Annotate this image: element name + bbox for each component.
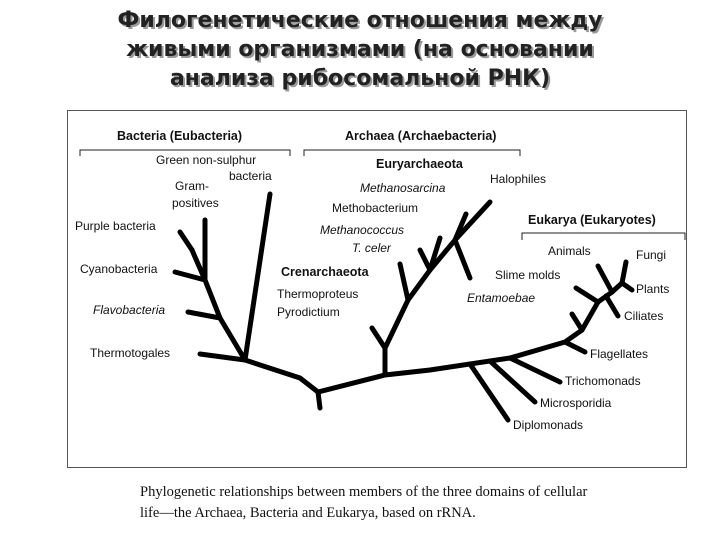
caption-line-1: Phylogenetic relationships between members of the three domains of cellular (140, 484, 588, 500)
title-line-2: живыми организмами (на основании (126, 37, 594, 62)
branch-trunk-stub (318, 392, 320, 408)
branch-halophiles (455, 240, 470, 278)
methanosarcina-label: Methanosarcina (360, 181, 446, 195)
methanococcus-label: Methanococcus (320, 223, 405, 237)
diplomonads-label: Diplomonads (513, 418, 584, 432)
gram-positives-label-line-2: positives (172, 196, 219, 210)
halophiles-label: Halophiles (490, 172, 547, 186)
branch-animals (598, 266, 612, 292)
bacteria-domain-label: Bacteria (Eubacteria) (117, 129, 243, 143)
ciliates-label: Ciliates (624, 309, 664, 323)
title-line-1: Филогенетические отношения между (117, 8, 603, 33)
branch-fungi (622, 262, 626, 283)
archaea-domain-label: Archaea (Archaebacteria) (345, 129, 497, 143)
t-celer-label: T. celer (352, 241, 391, 255)
trichomonads-label: Trichomonads (565, 374, 641, 388)
flavobacteria-label: Flavobacteria (93, 303, 166, 317)
branch-methanococcus (420, 250, 430, 270)
branch-plants (622, 283, 632, 290)
pyrodictium-label: Pyrodictium (277, 305, 340, 319)
branch-green-nonsulphur (245, 194, 270, 360)
crenarchaeota-label: Crenarchaeota (281, 265, 369, 279)
gram-positives-label-line-1: Gram- (175, 179, 209, 193)
entamoebae-label: Entamoebae (467, 291, 536, 305)
fungi-label: Fungi (636, 248, 667, 262)
branch-flagellates (565, 342, 585, 352)
microsporidia-label: Microsporidia (540, 396, 612, 410)
branch-bacteria-stem (192, 250, 245, 360)
caption-line-2: life—the Archaea, Bacteria and Eukarya, based on rRNA. (140, 505, 476, 521)
branch-crenarchaeota (372, 328, 385, 348)
green-nonsulphur-label-line-1: Green non-sulphur (156, 153, 257, 167)
eukarya-bracket (522, 233, 685, 240)
flagellates-label: Flagellates (590, 347, 649, 361)
title-line-3: анализа рибосомальной РНК) (169, 66, 551, 91)
thermotogales-label: Thermotogales (90, 346, 171, 360)
slime-molds-label: Slime molds (495, 268, 561, 282)
branch-flavobacteria (188, 312, 220, 318)
animals-label: Animals (548, 244, 591, 258)
branch-trichomonads (510, 358, 560, 382)
cyanobacteria-label: Cyanobacteria (80, 262, 158, 276)
archaea-bracket (304, 150, 520, 156)
plants-label: Plants (636, 282, 670, 296)
euryarchaeota-label: Euryarchaeota (376, 157, 463, 171)
branch-purple-bacteria (180, 232, 192, 250)
thermoproteus-label: Thermoproteus (277, 287, 359, 301)
branch-entamoebae (572, 314, 582, 330)
branch-ciliates (606, 296, 618, 316)
purple-bacteria-label: Purple bacteria (75, 219, 156, 233)
branch-slime-molds (576, 288, 598, 302)
figure-caption (140, 482, 685, 524)
branch-thermotogales (200, 354, 245, 360)
methobacterium-label: Methobacterium (332, 201, 419, 215)
branch-t-celer (400, 264, 408, 300)
green-nonsulphur-label-line-2: bacteria (229, 169, 272, 183)
eukarya-domain-label: Eukarya (Eukaryotes) (528, 213, 656, 227)
